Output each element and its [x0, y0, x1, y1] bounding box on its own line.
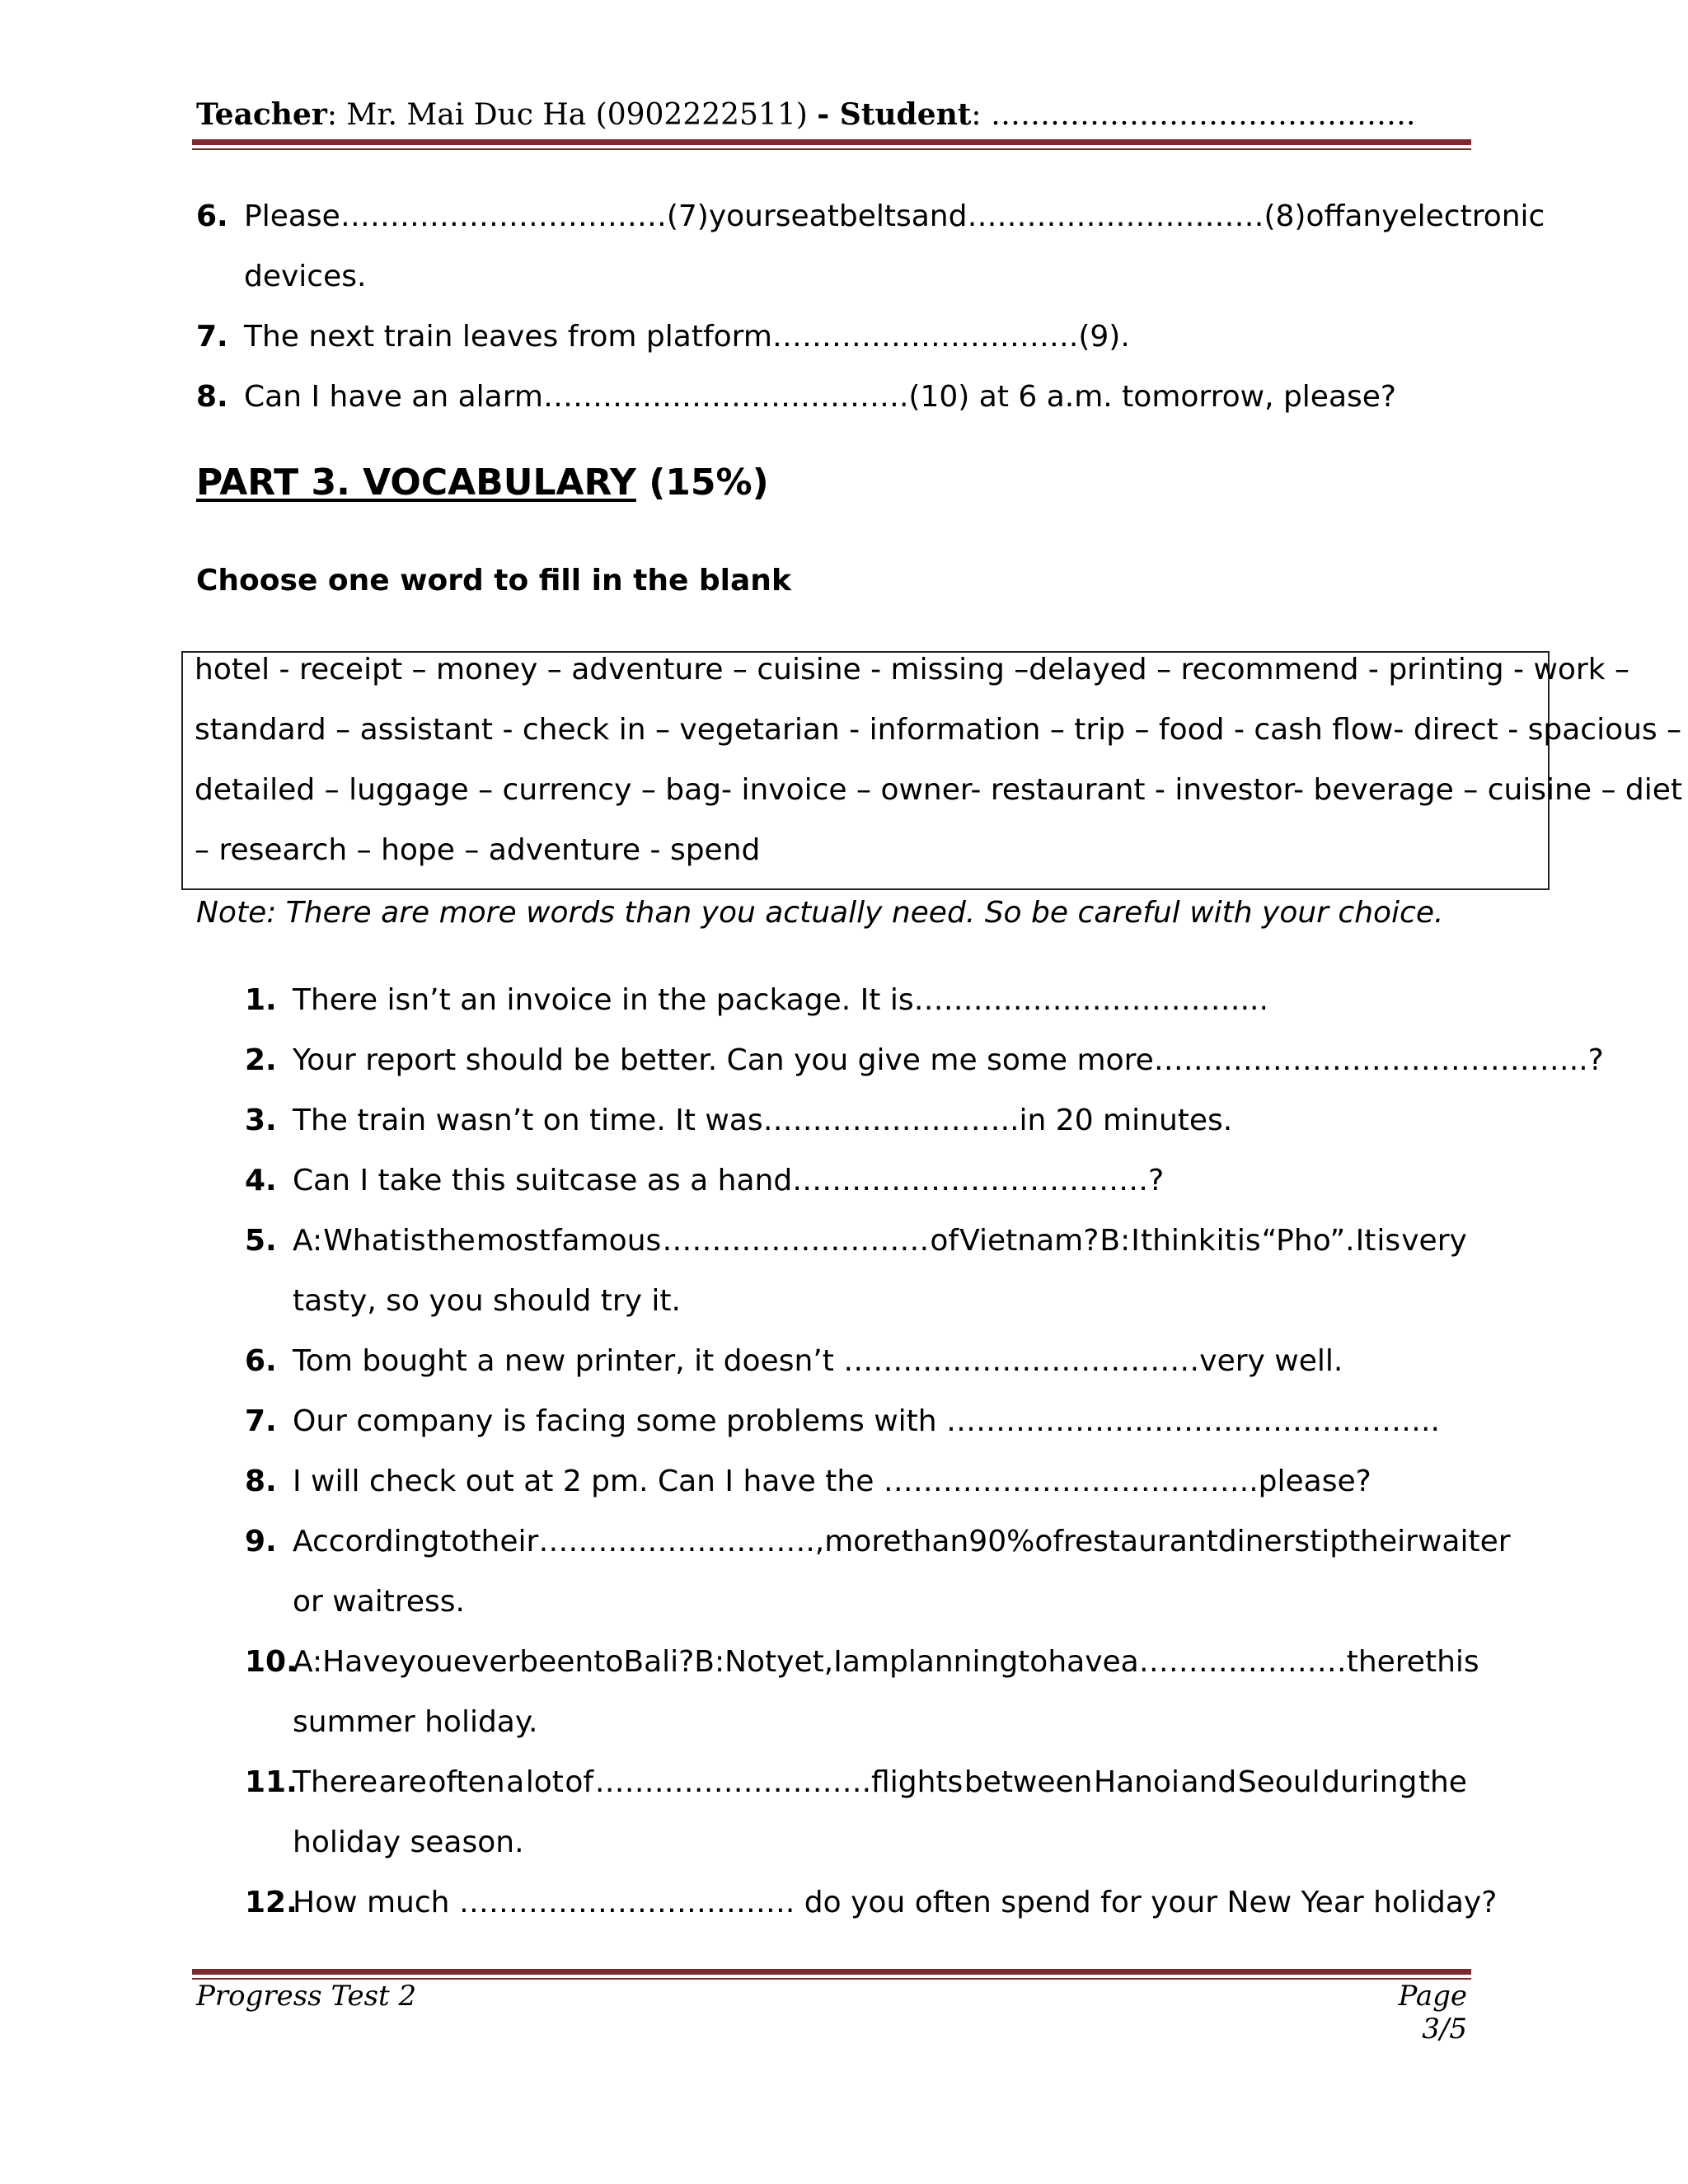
- header-rule: [192, 139, 1471, 145]
- question-text: The train wasn’t on time. It was……………………..in 20 minutes.: [293, 1104, 1233, 1137]
- question-text: Can I take this suitcase as a hand………………………………?: [293, 1164, 1165, 1197]
- question-number: 1.: [245, 983, 277, 1017]
- word: belts: [838, 199, 912, 233]
- word: the: [1418, 1765, 1467, 1799]
- word: to: [593, 1645, 624, 1679]
- word: There: [293, 1765, 378, 1799]
- question-text: I will check out at 2 pm. Can I have the ………………………………..please?: [293, 1465, 1372, 1498]
- item-text: Can I have an alarm……………………………….(10) at 6 a.m. tomorrow, please?: [244, 380, 1397, 414]
- question-number: 6.: [245, 1344, 277, 1378]
- question-text-line: [293, 1211, 1467, 1271]
- word: have: [1048, 1645, 1121, 1679]
- word: been: [519, 1645, 594, 1679]
- student-value: : …………………………………….: [971, 98, 1416, 132]
- section-title-percentage: (15%): [635, 462, 769, 504]
- word: planning: [889, 1645, 1019, 1679]
- question-text: There isn’t an invoice in the package. It is……………………………...: [293, 983, 1268, 1017]
- question-number: 5.: [245, 1224, 277, 1258]
- word: you: [398, 1645, 453, 1679]
- word: to: [1018, 1645, 1048, 1679]
- word: Seoul: [1237, 1765, 1320, 1799]
- word: their: [1348, 1525, 1418, 1558]
- question-number: 7.: [245, 1404, 277, 1438]
- word: Bali?: [623, 1645, 695, 1679]
- word: ………………………: [662, 1224, 930, 1258]
- item-text-line: [244, 186, 1545, 246]
- word: Not: [724, 1645, 777, 1679]
- word: to: [439, 1525, 470, 1558]
- question-text: How much ……………………………. do you often spend for your New Year holiday?: [293, 1886, 1498, 1919]
- section-title-underlined: PART 3. VOCABULARY: [196, 462, 636, 504]
- word: of: [930, 1224, 959, 1258]
- word: during: [1321, 1765, 1418, 1799]
- question-text: Your report should be better. Can you give me some more……………………………………..?: [293, 1043, 1604, 1077]
- word: the: [426, 1224, 476, 1258]
- teacher-value: : Mr. Mai Duc Ha (0902222511): [326, 98, 818, 132]
- word: am: [842, 1645, 889, 1679]
- word-bank-line: – research – hope – adventure - spend: [195, 833, 761, 867]
- word: a…………………there: [1120, 1645, 1425, 1679]
- word: I: [833, 1645, 842, 1679]
- word: A:: [293, 1645, 323, 1679]
- word: Have: [322, 1645, 399, 1679]
- item-text: The next train leaves from platform………………………….(9).: [244, 320, 1130, 354]
- word: Please……………………………: [244, 199, 667, 233]
- question-text-line: [293, 1752, 1467, 1812]
- word: is: [401, 1224, 426, 1258]
- word: any: [1344, 199, 1400, 233]
- question-text-line: summer holiday.: [293, 1705, 538, 1739]
- word: more: [824, 1525, 902, 1558]
- question-text: Our company is facing some problems with …………………………………………..: [293, 1404, 1440, 1438]
- word: “Pho”.: [1261, 1224, 1355, 1258]
- word: ……………………….flights: [594, 1765, 964, 1799]
- word: of: [565, 1765, 594, 1799]
- word: tip: [1310, 1525, 1349, 1558]
- word: What: [323, 1224, 401, 1258]
- item-number: 8.: [196, 380, 228, 414]
- footer-test-name: Progress Test 2: [196, 1980, 417, 2013]
- word: think: [1140, 1224, 1216, 1258]
- word: is: [1236, 1224, 1261, 1258]
- word: are: [378, 1765, 427, 1799]
- section-title: [196, 462, 769, 504]
- word: lot: [525, 1765, 564, 1799]
- question-text-line: tasty, so you should try it.: [293, 1284, 681, 1318]
- question-number: 11.: [245, 1765, 298, 1799]
- word: off: [1306, 199, 1345, 233]
- instruction: Choose one word to fill in the blank: [196, 564, 791, 598]
- word: electronic: [1399, 199, 1545, 233]
- part2-item-6: [196, 186, 1545, 307]
- question-number: 2.: [245, 1043, 277, 1077]
- question-number: 10.: [245, 1645, 298, 1679]
- word: of: [1034, 1525, 1064, 1558]
- question-text-line: holiday season.: [293, 1825, 524, 1859]
- page-header: [196, 97, 1415, 132]
- question-text-line: [293, 1632, 1479, 1692]
- word: diners: [1217, 1525, 1311, 1558]
- word: famous: [551, 1224, 662, 1258]
- word: seat: [775, 199, 839, 233]
- word: Vietnam?: [959, 1224, 1100, 1258]
- word: I: [1131, 1224, 1140, 1258]
- student-label: Student: [839, 97, 972, 132]
- word: is: [1376, 1224, 1401, 1258]
- item-number: 6.: [196, 199, 228, 233]
- question-number: 4.: [245, 1164, 277, 1197]
- word: and: [911, 199, 968, 233]
- word: (7): [666, 199, 709, 233]
- word: it: [1216, 1224, 1236, 1258]
- header-rule-thin: [192, 148, 1471, 150]
- header-dash: -: [817, 97, 840, 132]
- word: B:: [1100, 1224, 1131, 1258]
- footer-rule: [192, 1969, 1471, 1975]
- word: According: [293, 1525, 440, 1558]
- note: Note: There are more words than you actually need. So be careful with your choice.: [196, 896, 1444, 930]
- question-text-line: or waitress.: [293, 1585, 466, 1619]
- word: this: [1424, 1645, 1479, 1679]
- word: …………………………(8): [967, 199, 1306, 233]
- question-number: 3.: [245, 1104, 277, 1137]
- word: and: [1180, 1765, 1237, 1799]
- word: their: [469, 1525, 539, 1558]
- item-number: 7.: [196, 320, 228, 354]
- word: between: [964, 1765, 1093, 1799]
- word: most: [476, 1224, 551, 1258]
- question-number: 9.: [245, 1525, 277, 1558]
- item-text-line: devices.: [244, 260, 367, 293]
- question-text-line: [293, 1511, 1511, 1572]
- word: ……………………….,: [538, 1525, 825, 1558]
- word: very: [1401, 1224, 1467, 1258]
- word: It: [1355, 1224, 1376, 1258]
- word: yet,: [776, 1645, 834, 1679]
- word: than: [901, 1525, 969, 1558]
- word-bank-line: standard – assistant - check in – vegetarian - information – trip – food - cash flow- direct - spacious –: [195, 713, 1682, 747]
- word: waiter: [1417, 1525, 1511, 1558]
- word: restaurant: [1063, 1525, 1218, 1558]
- word: a: [506, 1765, 525, 1799]
- word-bank-line: hotel - receipt – money – adventure – cuisine - missing –delayed – recommend - printing - work –: [195, 653, 1630, 687]
- footer-page-number: Page 3/5: [1398, 1980, 1467, 2046]
- question-text: Tom bought a new printer, it doesn’t ………………………………very well.: [293, 1344, 1343, 1378]
- word: Hanoi: [1094, 1765, 1179, 1799]
- word: B:: [694, 1645, 725, 1679]
- word: your: [708, 199, 776, 233]
- word: ever: [452, 1645, 520, 1679]
- word: 90%: [968, 1525, 1035, 1558]
- word: often: [428, 1765, 505, 1799]
- question-number: 12.: [245, 1886, 298, 1919]
- teacher-label: Teacher: [196, 97, 327, 132]
- word: A:: [293, 1224, 323, 1258]
- word-bank-line: detailed – luggage – currency – bag- invoice – owner- restaurant - investor- beverage – cuisine – diet: [195, 773, 1683, 807]
- question-number: 8.: [245, 1465, 277, 1498]
